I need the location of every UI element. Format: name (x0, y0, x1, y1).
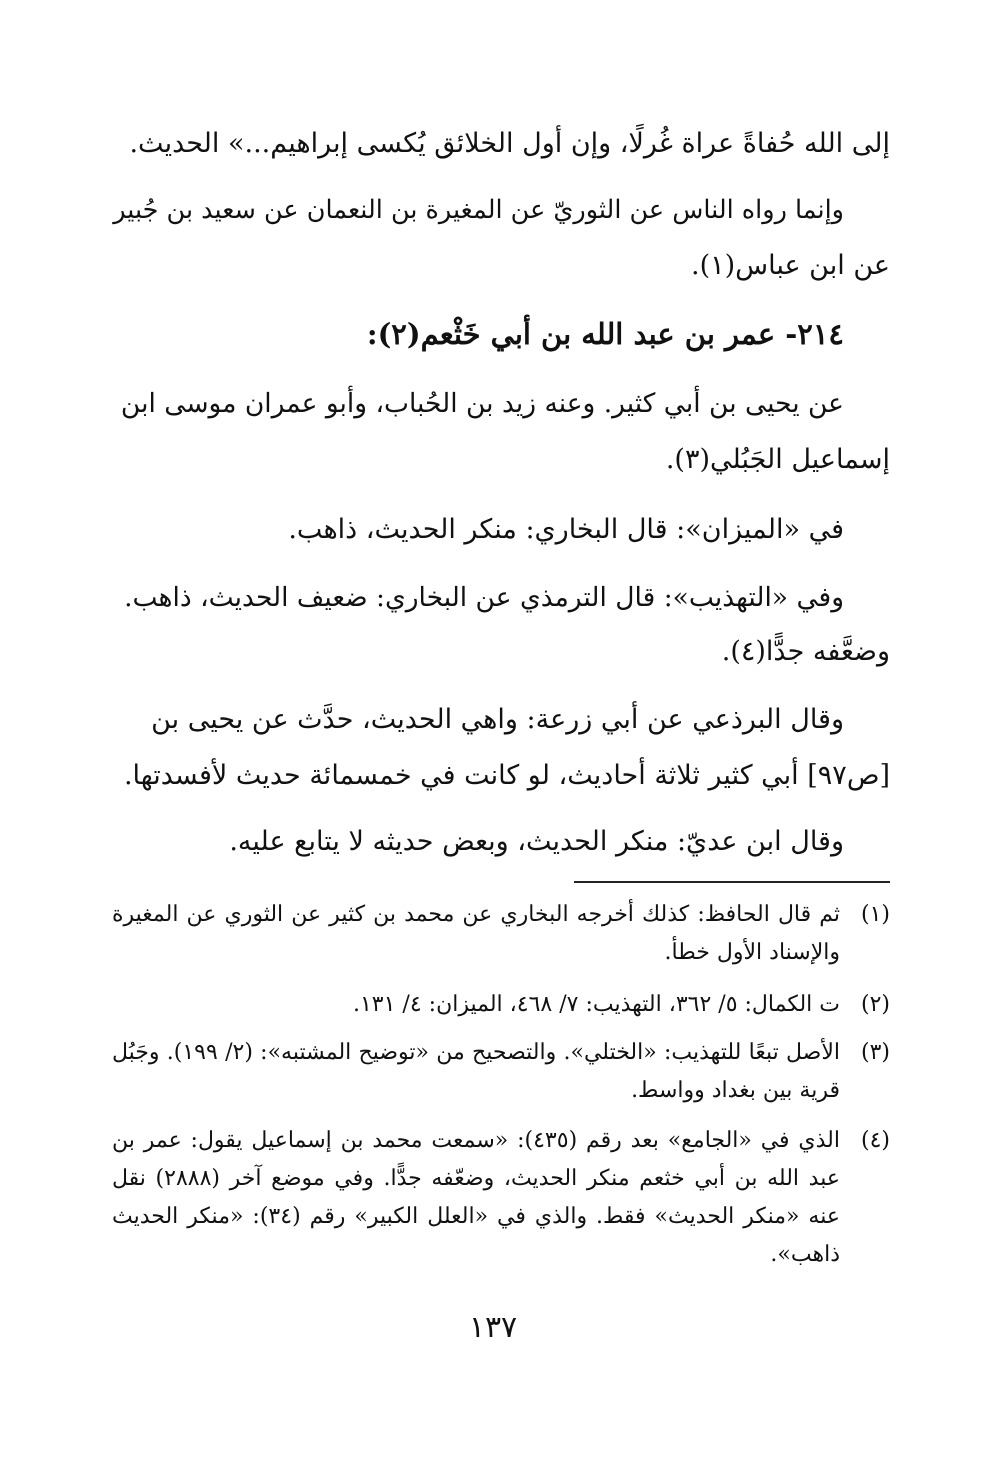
body-line-11: وقال ابن عديّ: منكر الحديث، وبعض حديثه لا يتابع عليه. (229, 826, 844, 857)
footnote-text: الأصل تبعًا للتهذيب: «الختلي». والتصحيح من «توضيح المشتبه»: (٢/ ١٩٩). وجَبُل قرية بين بغداد وواسط. (112, 1040, 840, 1103)
body-line-7: وفي «التهذيب»: قال الترمذي عن البخاري: ضعيف الحديث، ذاهب. (124, 582, 844, 613)
footnote-text: ثم قال الحافظ: كذلك أخرجه البخاري عن محمد بن كثير عن الثوري عن المغيرة والإسناد الأول خطأ. (112, 902, 840, 965)
footnote-separator (574, 881, 890, 883)
footnote-number: (١) (860, 902, 890, 927)
footnote-number: (٣) (860, 1040, 890, 1065)
footnote-3 (112, 1034, 890, 1110)
body-line-6: في «الميزان»: قال البخاري: منكر الحديث، ذاهب. (288, 514, 844, 545)
footnote-text: الذي في «الجامع» بعد رقم (٤٣٥): «سمعت محمد بن إسماعيل يقول: عمر بن عبد الله بن أبي خثعم منكر الحديث، وضعّفه جدًّا. وفي موضع آخر (٢٨٨٨) نقل عنه «منكر الحديث» فقط. والذي في «العلل الكبير» رقم (٣٤): «منكر الحديث ذاهب». (112, 1128, 840, 1267)
body-line-1: إلى الله حُفاةً عراة غُرلًا، وإن أول الخلائق يُكسى إبراهيم...» الحديث. (129, 128, 890, 159)
body-line-2: وإنما رواه الناس عن الثوريّ عن المغيرة بن النعمان عن سعيد بن جُبير (113, 195, 844, 225)
page-number: ١٣٧ (468, 1310, 518, 1345)
entry-heading: ٢١٤- عمر بن عبد الله بن أبي خَثْعم(٢): (366, 317, 844, 351)
footnote-number: (٢) (860, 992, 890, 1017)
body-line-8: وضعَّفه جدًّا(٤). (721, 636, 890, 667)
footnote-4 (112, 1122, 890, 1282)
body-line-10: [ص٩٧] أبي كثير ثلاثة أحاديث، لو كانت في خمسمائة حديث لأفسدتها. (123, 760, 890, 791)
footnote-1 (112, 896, 890, 972)
footnote-number: (٤) (860, 1128, 890, 1153)
footnote-text: ت الكمال: ٥/ ٣٦٢، التهذيب: ٧/ ٤٦٨، الميزان: ٤/ ١٣١. (352, 992, 840, 1017)
body-line-4: عن يحيى بن أبي كثير. وعنه زيد بن الحُباب، وأبو عمران موسى ابن (120, 388, 844, 419)
body-line-5: إسماعيل الجَبُلي(٣). (665, 444, 890, 475)
body-line-3: عن ابن عباس(١). (690, 250, 890, 281)
footnote-2 (112, 986, 890, 1024)
body-line-9: وقال البرذعي عن أبي زرعة: واهي الحديث، حدَّث عن يحيى بن (151, 704, 844, 735)
